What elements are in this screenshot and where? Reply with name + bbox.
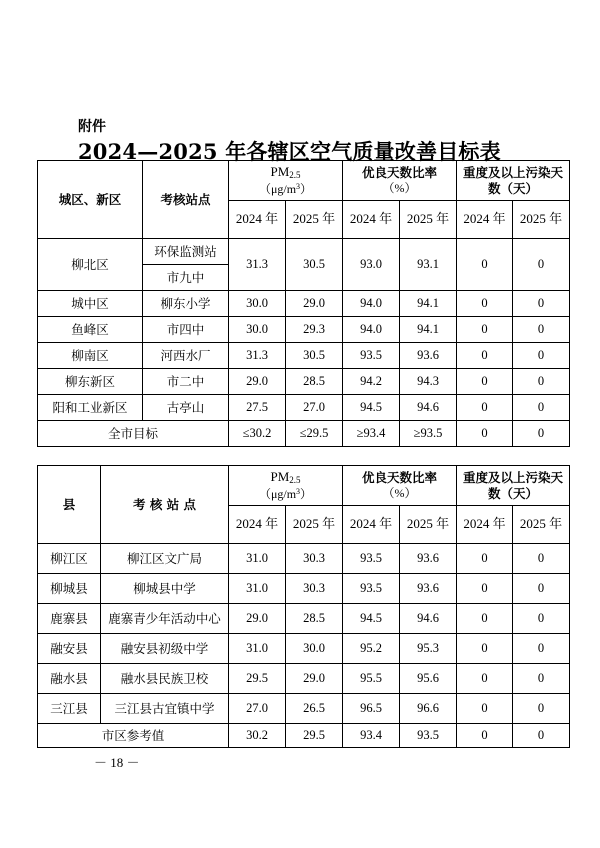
heavy-2025-cell: 0 [513,239,570,291]
table-row [38,395,570,421]
station-cell: 河西水厂 [143,343,229,369]
good-days-2025-cell: 93.6 [400,343,457,369]
good-days-2024-cell: 94.0 [343,317,400,343]
heavy-2024-cell: 0 [457,634,513,664]
heavy-2025-cell: 0 [513,604,570,634]
page-number: － 18 － [94,755,140,770]
area-cell: 柳东新区 [38,369,143,395]
heavy-2024-cell: 0 [457,343,513,369]
table-row [38,343,570,369]
pm-2024-cell: 30.0 [229,317,286,343]
heavy-2025-cell: 0 [513,317,570,343]
station-cell: 市九中 [143,265,229,291]
table-row [38,574,570,604]
table-row [38,694,570,724]
pm-2024-cell: 29.5 [229,664,286,694]
area-cell: 阳和工业新区 [38,395,143,421]
annex-label: 附件 [78,119,106,135]
heavy-2025-cell: 0 [513,634,570,664]
heavy-2024-cell: 0 [457,421,513,447]
pm-2024-cell: ≤30.2 [229,421,286,447]
pm-2025-cell: 30.3 [286,544,343,574]
summary-label: 全市目标 [38,421,229,447]
heavy-2024-cell: 0 [457,291,513,317]
station-cell: 环保监测站 [143,239,229,265]
area-cell: 城中区 [38,291,143,317]
station-cell: 融安县初级中学 [101,634,229,664]
pm-2024-cell: 27.5 [229,395,286,421]
table-row [38,239,570,265]
pm-2025-cell: 30.5 [286,343,343,369]
summary-row [38,421,570,447]
good-days-2025-cell: 94.6 [400,395,457,421]
good-days-2025-cell: 94.6 [400,604,457,634]
good-days-2024-cell: 94.5 [343,395,400,421]
document-title: 2024—2025 年各辖区空气质量改善目标表 [78,139,501,164]
col-header-heavy-pollution: 重度及以上污染天数（天） [457,466,570,506]
good-days-2025-cell: ≥93.5 [400,421,457,447]
pm-2025-cell: 29.5 [286,724,343,748]
pm-2025-cell: 26.5 [286,694,343,724]
good-days-2024-cell: ≥93.4 [343,421,400,447]
pm-2024-cell: 31.3 [229,343,286,369]
area-cell: 柳江区 [38,544,101,574]
summary-row [38,724,570,748]
good-days-2024-cell: 95.2 [343,634,400,664]
col-header-good-days: 优良天数比率 （%） [343,466,457,506]
station-cell: 柳江区文广局 [101,544,229,574]
pm-2024-cell: 29.0 [229,604,286,634]
good-days-2025-cell: 94.1 [400,291,457,317]
col-header-hv-2025: 2025 年 [513,506,570,544]
col-header-pm-2025: 2025 年 [286,201,343,239]
pm-2025-cell: 29.0 [286,291,343,317]
heavy-2024-cell: 0 [457,724,513,748]
col-header-station: 考核站点 [143,161,229,239]
heavy-2024-cell: 0 [457,317,513,343]
pm-2025-cell: 28.5 [286,369,343,395]
pm-2025-cell: 29.3 [286,317,343,343]
station-cell: 柳东小学 [143,291,229,317]
heavy-2025-cell: 0 [513,369,570,395]
table-row [38,604,570,634]
good-days-2025-cell: 93.1 [400,239,457,291]
good-days-2024-cell: 93.5 [343,574,400,604]
pm-2024-cell: 31.3 [229,239,286,291]
heavy-2025-cell: 0 [513,343,570,369]
good-days-2025-cell: 95.3 [400,634,457,664]
heavy-2025-cell: 0 [513,544,570,574]
good-days-2025-cell: 93.6 [400,544,457,574]
area-cell: 柳北区 [38,239,143,291]
col-header-pm25: PM2.5 $(\mu g/m^3)$ [229,161,343,201]
area-cell: 鹿寨县 [38,604,101,634]
col-header-area: 城区、新区 [38,161,143,239]
good-days-2025-cell: 96.6 [400,694,457,724]
table-row [38,291,570,317]
col-header-gd-2024: 2024 年 [343,201,400,239]
good-days-2025-cell: 93.6 [400,574,457,604]
heavy-2025-cell: 0 [513,291,570,317]
heavy-2024-cell: 0 [457,395,513,421]
station-cell: 市二中 [143,369,229,395]
pm-2024-cell: 31.0 [229,634,286,664]
col-header-gd-2025: 2025 年 [400,201,457,239]
heavy-2025-cell: 0 [513,421,570,447]
county-targets-table [37,465,570,748]
col-header-good-days: 优良天数比率 （%） [343,161,457,201]
good-days-2024-cell: 94.2 [343,369,400,395]
pm-2025-cell: 29.0 [286,664,343,694]
summary-label: 市区参考值 [38,724,229,748]
heavy-2025-cell: 0 [513,724,570,748]
area-cell: 鱼峰区 [38,317,143,343]
station-cell: 融水县民族卫校 [101,664,229,694]
col-header-heavy-pollution: 重度及以上污染天数（天） [457,161,570,201]
heavy-2025-cell: 0 [513,574,570,604]
heavy-2024-cell: 0 [457,544,513,574]
pm-2024-cell: 31.0 [229,544,286,574]
good-days-2024-cell: 95.5 [343,664,400,694]
table-row [38,634,570,664]
station-cell: 柳城县中学 [101,574,229,604]
heavy-2024-cell: 0 [457,694,513,724]
col-header-hv-2024: 2024 年 [457,201,513,239]
col-header-station: 考 核 站 点 [101,466,229,544]
pm-2025-cell: 27.0 [286,395,343,421]
good-days-2025-cell: 93.5 [400,724,457,748]
table-row [38,544,570,574]
pm-2025-cell: 30.0 [286,634,343,664]
station-cell: 市四中 [143,317,229,343]
heavy-2025-cell: 0 [513,664,570,694]
pm-2025-cell: 30.5 [286,239,343,291]
col-header-pm-2024: 2024 年 [229,506,286,544]
good-days-2025-cell: 95.6 [400,664,457,694]
col-header-hv-2025: 2025 年 [513,201,570,239]
pm-2024-cell: 29.0 [229,369,286,395]
pm-2024-cell: 27.0 [229,694,286,724]
heavy-2025-cell: 0 [513,395,570,421]
good-days-2024-cell: 93.0 [343,239,400,291]
table-row [38,369,570,395]
area-cell: 柳南区 [38,343,143,369]
pm-2024-cell: 31.0 [229,574,286,604]
station-cell: 三江县古宜镇中学 [101,694,229,724]
col-header-pm25: PM2.5 $(\mu g/m^3)$ [229,466,343,506]
area-cell: 柳城县 [38,574,101,604]
heavy-2024-cell: 0 [457,604,513,634]
good-days-2025-cell: 94.3 [400,369,457,395]
heavy-2024-cell: 0 [457,239,513,291]
col-header-hv-2024: 2024 年 [457,506,513,544]
good-days-2024-cell: 96.5 [343,694,400,724]
col-header-pm-2024: 2024 年 [229,201,286,239]
station-cell: 鹿寨青少年活动中心 [101,604,229,634]
good-days-2025-cell: 94.1 [400,317,457,343]
col-header-pm-2025: 2025 年 [286,506,343,544]
pm-2025-cell: 30.3 [286,574,343,604]
heavy-2024-cell: 0 [457,369,513,395]
pm-2025-cell: ≤29.5 [286,421,343,447]
heavy-2025-cell: 0 [513,694,570,724]
area-cell: 融水县 [38,664,101,694]
area-cell: 三江县 [38,694,101,724]
col-header-county: 县 [38,466,101,544]
good-days-2024-cell: 93.4 [343,724,400,748]
station-cell: 古亭山 [143,395,229,421]
table-row [38,664,570,694]
col-header-gd-2024: 2024 年 [343,506,400,544]
pm-2024-cell: 30.0 [229,291,286,317]
heavy-2024-cell: 0 [457,664,513,694]
good-days-2024-cell: 94.5 [343,604,400,634]
good-days-2024-cell: 93.5 [343,544,400,574]
good-days-2024-cell: 94.0 [343,291,400,317]
pm-2025-cell: 28.5 [286,604,343,634]
district-targets-table [37,160,570,447]
area-cell: 融安县 [38,634,101,664]
table-row [38,317,570,343]
good-days-2024-cell: 93.5 [343,343,400,369]
col-header-gd-2025: 2025 年 [400,506,457,544]
pm-2024-cell: 30.2 [229,724,286,748]
heavy-2024-cell: 0 [457,574,513,604]
